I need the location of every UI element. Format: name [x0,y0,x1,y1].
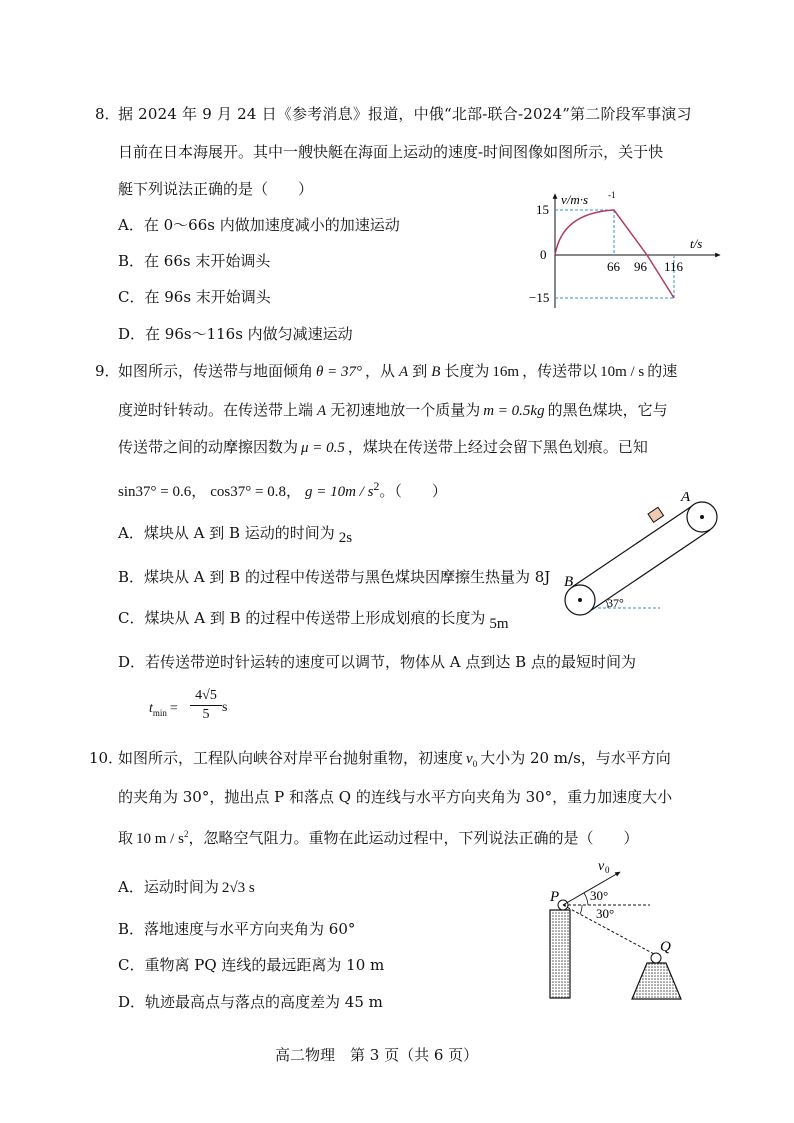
q8-y-tick-neg15: −15 [529,290,550,305]
q8-y-tick-15: 15 [536,202,549,217]
q10-right-platform [632,963,681,999]
q9-option-c: C．煤块从 A 到 B 的过程中传送带上形成划痕的长度为 5m [118,609,509,632]
q8-vt-graph [528,186,728,316]
q9-option-d-denominator: 5 [202,707,210,722]
q9-option-d: D．若传送带逆时针运转的速度可以调节，物体从 A 点到达 B 点的最短时间为 [118,653,636,671]
q8-option-a: A．在 0～66s 内做加速度减小的加速运动 [118,216,400,234]
q10-option-d: D．轨迹最高点与落点的高度差为 45 m [118,993,383,1011]
q9-number: 9． [95,362,120,380]
q9-line4: sin37° = 0.6， cos37° = 0.8， $g = 10m / s^2$。（ ） [118,479,447,500]
q9-option-d-numerator: 4√5 [190,688,222,706]
q9-belt-bottom [587,530,710,613]
q9-option-b: B．煤块从 A 到 B 的过程中传送带与黑色煤块因摩擦生热量为 8J [118,568,551,586]
q9-coal-block [648,507,664,522]
q9-line1: 如图所示，传送带与地面倾角 θ = 37° ，从 A 到 B 长度为 16m ，传送带以 10m / s 的速 [118,362,678,380]
q9-option-a: A．煤块从 A 到 B 运动的时间为 2s [118,524,353,546]
q8-velocity-curve [555,210,674,298]
q10-option-b: B．落地速度与水平方向夹角为 60° [118,920,356,938]
q10-label-p: P [550,889,560,905]
q8-line2: 日前在日本海展开。其中一艘快艇在海面上运动的速度-时间图像如图所示，关于快 [118,143,664,161]
q10-left-cliff [550,910,570,998]
q9-conveyor-figure [560,492,760,627]
q9-label-b: B [564,574,574,590]
q10-number: 10． [89,749,124,767]
q8-x-tick-96: 96 [634,259,647,274]
q9-option-d-unit: s [222,700,228,715]
q9-option-d-fraction [190,688,222,723]
q8-x-tick-66: 66 [607,259,620,274]
q9-angle-label: 37° [607,596,624,610]
q10-angle1-label: 30° [590,888,609,903]
q10-line2: 的夹角为 30°，抛出点 P 和落点 Q 的连线与水平方向夹角为 30°，重力加速度大小 [118,788,673,806]
q8-y-label: v/m·s [561,192,589,207]
q10-option-a: A．运动时间为 2√3 s [118,878,255,896]
q10-option-c: C．重物离 PQ 连线的最远距离为 10 m [118,956,385,974]
q10-label-v: v [598,859,605,874]
q9-line3: 传送带之间的动摩擦因数为 μ = 0.5 ，煤块在传送带上经过会留下黑色划痕。已知 [118,438,648,456]
page-footer: 高二物理 第 3 页（共 6 页） [275,1046,479,1064]
q8-number: 8． [95,105,120,123]
q9-belt-top [572,504,695,587]
q8-line1: 据 2024 年 9 月 24 日《参考消息》报道，中俄“北部-联合-2024”第二阶段军事演习 [118,105,692,123]
q10-line1: 如图所示，工程队向峡谷对岸平台抛射重物，初速度 $v_0$ 大小为 20 m/s，与水平方向 [118,749,671,769]
q8-option-c: C．在 96s 末开始调头 [118,288,271,306]
q10-label-v0: 0 [605,865,610,875]
q9-line2: 度逆时针转动。在传送带上端 A 无初速地放一个质量为 m = 0.5kg 的黑色煤块，它与 [118,401,668,419]
q9-label-a: A [681,492,691,505]
q8-x-tick-116: 116 [664,259,684,274]
q8-y-label-exp: -1 [608,190,616,200]
q9-option-d-t: $t_{min}$ = [149,701,178,718]
q10-angle2-label: 30° [596,906,615,921]
q8-option-d: D．在 96s～116s 内做匀减速运动 [118,325,353,343]
q8-option-b: B．在 66s 末开始调头 [118,252,271,270]
q8-origin-label: 0 [540,247,547,262]
q10-line3: 取 10 m / $s^2$，忽略空气阻力。重物在此运动过程中，下列说法正确的是（ ） [118,829,639,847]
q10-label-q: Q [660,939,671,955]
q10-projectile-figure [540,855,720,1005]
q8-line3: 艇下列说法正确的是（ ） [118,180,314,198]
q8-x-label: t/s [690,236,703,251]
